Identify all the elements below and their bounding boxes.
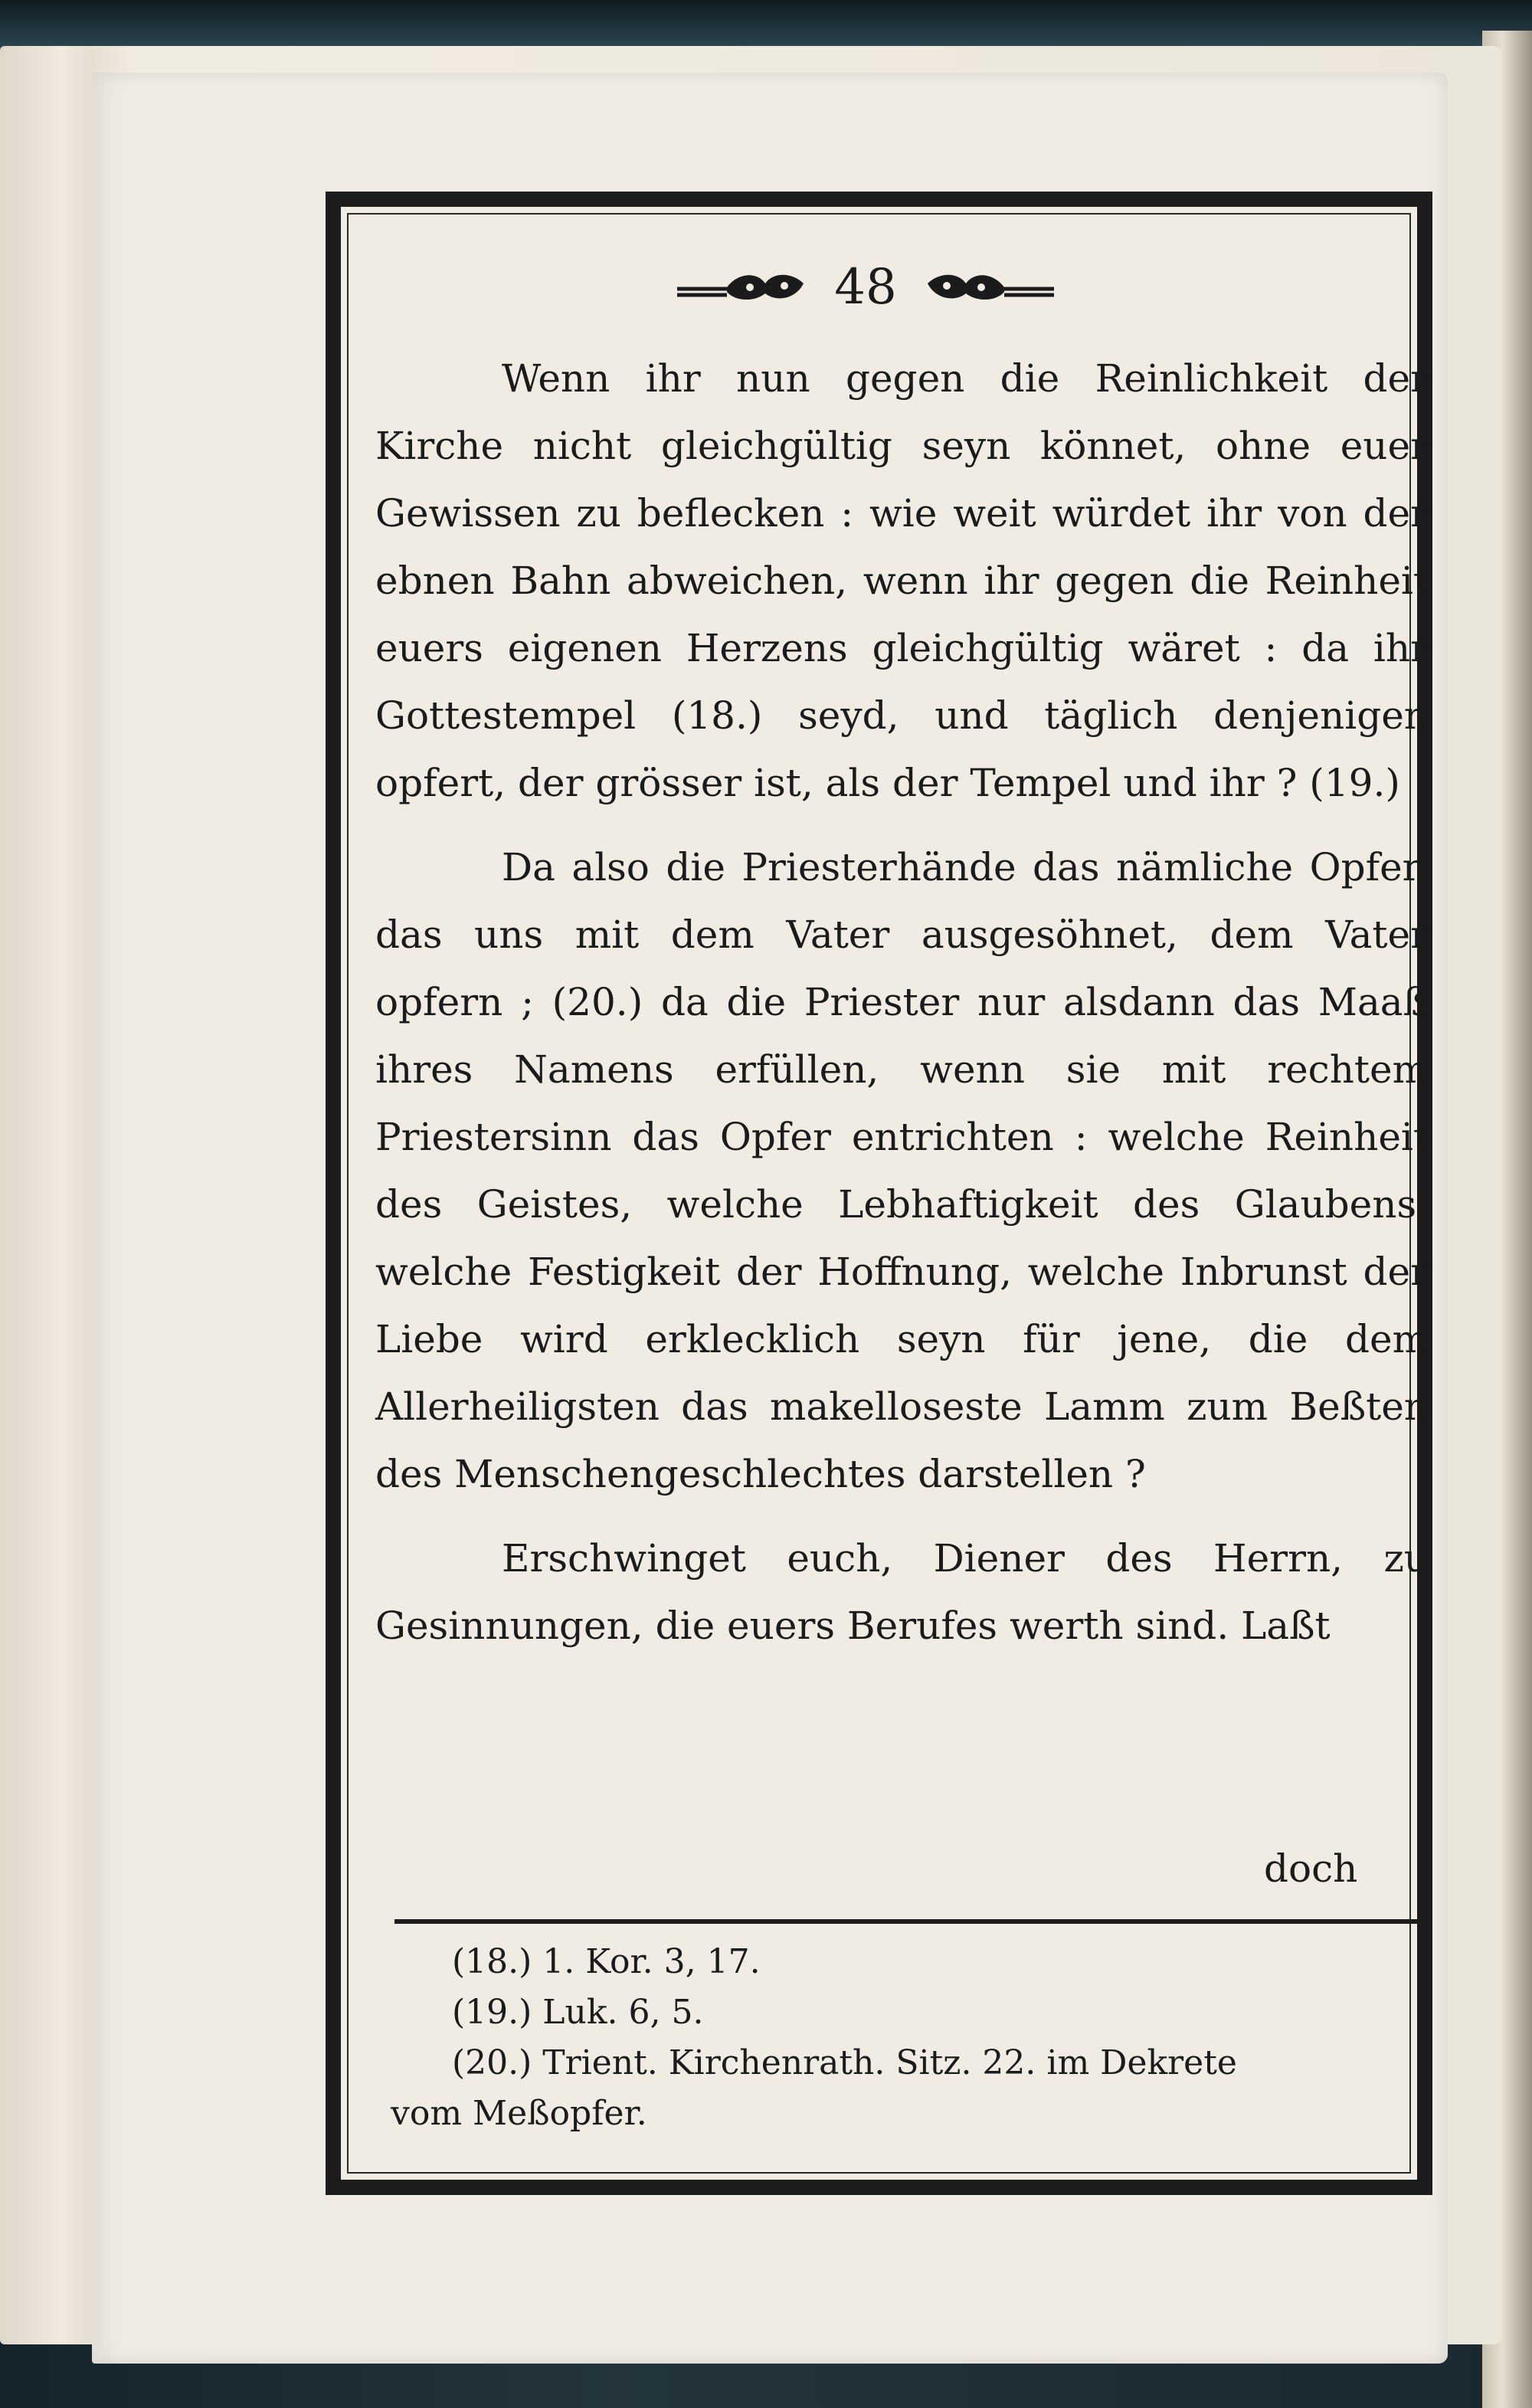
footnote: (20.) Trient. Kirchenrath. Sitz. 22. im Dekrete (452, 2043, 1237, 2082)
page-header (605, 249, 1126, 326)
footnote: (18.) 1. Kor. 3, 17. (452, 1942, 761, 1981)
footnotes (391, 1937, 1425, 2139)
paragraph: Wenn ihr nun gegen die Reinlichkeit der Kirche nicht gleichgültig seyn könnet, ohne euer Gewissen zu beflecken : wie weit würdet ihr von der ebnen Bahn abweichen, wenn ihr gegen die Reinheit euers eigenen Herzens gleichgültig wäret : da ihr Gottestempel (18.) seyd, und täglich denjenigen opfert, der grösser ist, als der Tempel und ihr ? (19.) (375, 356, 1429, 805)
paragraph: Erschwinget euch, Diener des Herrn, zu Gesinnungen, die euers Berufes werth sind. Laßt (375, 1536, 1429, 1648)
footnote-continuation: vom Meßopfer. (391, 2094, 647, 2133)
main-text (375, 345, 1429, 1676)
page-number: 48 (834, 259, 897, 316)
catchword: doch (1264, 1846, 1358, 1891)
paragraph: Da also die Priesterhände das nämliche Opfer, das uns mit dem Vater ausgesöhnet, dem Vater opfern ; (20.) da die Priester nur alsdann das Maaß ihres Namens erfüllen, wenn sie mit rechtem Priestersinn das Opfer entrichten : welche Reinheit des Geistes, welche Lebhaftigkeit des Glaubens, welche Festigkeit der Hoffnung, welche Inbrunst der Liebe wird erklecklich seyn für jene, die dem Allerheiligsten das makelloseste Lamm zum Beßten des Menschengeschlechtes darstellen ? (375, 845, 1429, 1496)
footnote: (19.) Luk. 6, 5. (452, 1993, 704, 2032)
left-ornament-icon (673, 264, 811, 310)
footnote-divider (394, 1919, 1425, 1924)
right-ornament-icon (920, 264, 1058, 310)
